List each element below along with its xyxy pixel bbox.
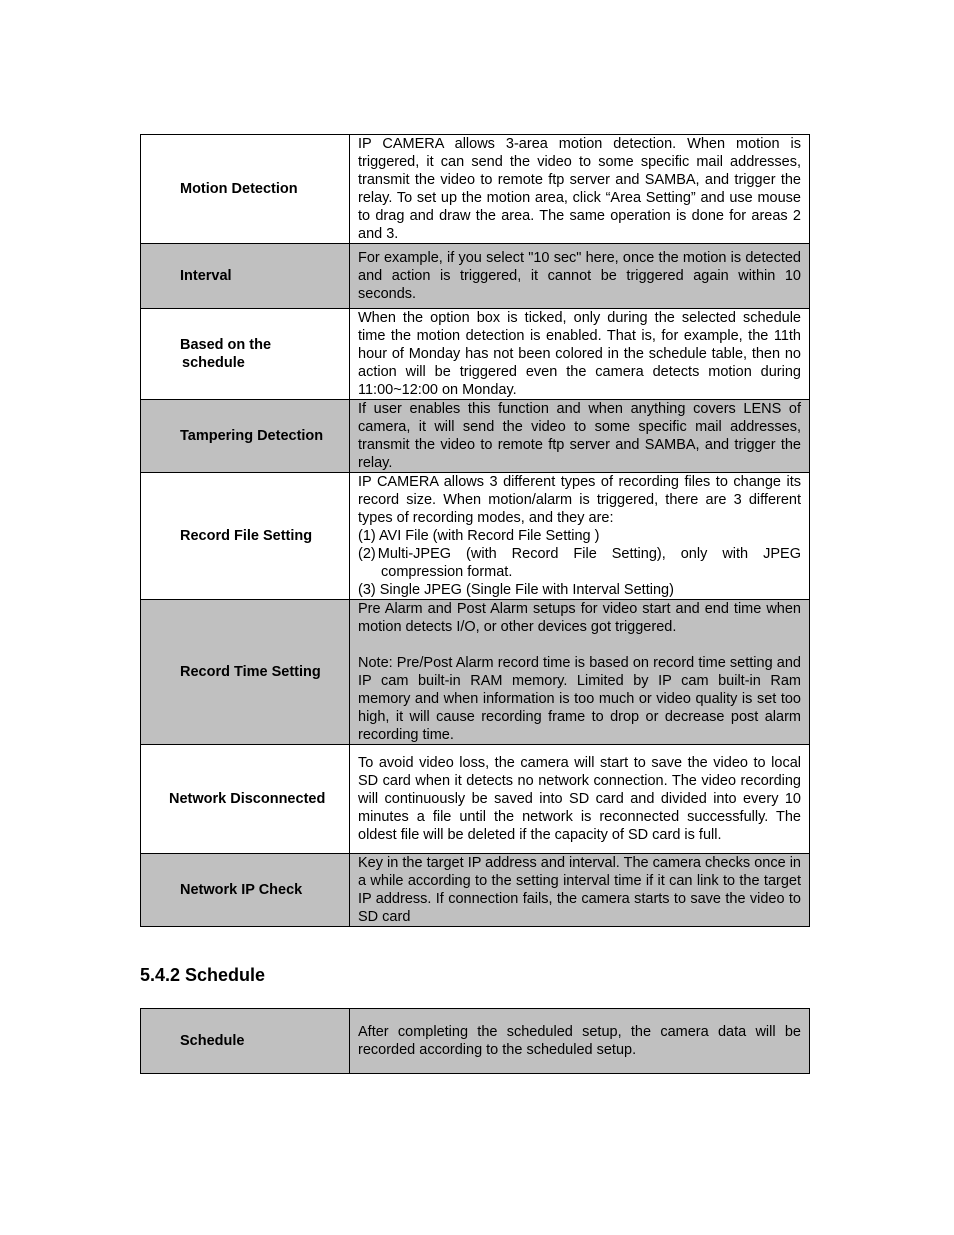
row-label: Record File Setting [141, 473, 350, 600]
table-row [141, 600, 810, 745]
description-paragraph: Pre Alarm and Post Alarm setups for video start and end time when motion detects I/O, or other devices got triggered. [358, 601, 801, 635]
row-description [350, 473, 810, 600]
table-row [141, 473, 810, 600]
table-row [141, 854, 810, 927]
table-row [141, 1009, 810, 1074]
settings-table [140, 134, 810, 927]
table-row [141, 400, 810, 473]
description-note: Note: Pre/Post Alarm record time is based on record time setting and IP cam built-in RAM memory. Limited by IP cam built-in Ram memory and when information is too much or video quality is set too high, it will cause recording frame to drop or decrease post alarm recording time. [358, 655, 801, 743]
description-intro: IP CAMERA allows 3 different types of recording files to change its record size. When motion/alarm is triggered, there are 3 different types of recording modes, and they are: [358, 474, 801, 526]
row-label: Interval [141, 244, 350, 309]
row-description: To avoid video loss, the camera will start to save the video to local SD card when it detects no network connection. The video recording will continuously be saved into SD card and divided into every 10 minutes a file until the network is reconnected successfully. The oldest file will be deleted if the capacity of SD card is full. [350, 745, 810, 854]
row-label: Motion Detection [141, 135, 350, 244]
row-label: Network IP Check [141, 854, 350, 927]
row-description: For example, if you select "10 sec" here, once the motion is detected and action is triggered, it cannot be triggered again within 10 seconds. [350, 244, 810, 309]
list-item: (3) Single JPEG (Single File with Interval Setting) [358, 582, 674, 598]
row-label: Tampering Detection [141, 400, 350, 473]
row-description: When the option box is ticked, only during the selected schedule time the motion detection is enabled. That is, for example, the 11th hour of Monday has not been colored in the schedule table, then no action will be triggered even the camera detects motion during 11:00~12:00 on Monday. [350, 309, 810, 400]
row-label: Record Time Setting [141, 600, 350, 745]
table-row [141, 135, 810, 244]
section-heading: 5.4.2 Schedule [140, 965, 266, 985]
table-row [141, 244, 810, 309]
list-item-number: (2) [358, 546, 376, 562]
row-description: If user enables this function and when anything covers LENS of camera, it will send the video to some specific mail addresses, transmit the video to remote ftp server and SAMBA, and trigger the relay. [350, 400, 810, 473]
row-description: IP CAMERA allows 3-area motion detection. When motion is triggered, it can send the video to some specific mail addresses, transmit the video to remote ftp server and SAMBA, and trigger the relay. To set up the motion area, click “Area Setting” and use mouse to drag and draw the area. The same operation is done for areas 2 and 3. [350, 135, 810, 244]
row-description: After completing the scheduled setup, the camera data will be recorded according to the scheduled setup. [350, 1009, 810, 1074]
paragraph-gap [358, 636, 801, 654]
list-item: (1) AVI File (with Record File Setting ) [358, 528, 600, 544]
row-label [141, 309, 350, 400]
row-label: Schedule [141, 1009, 350, 1074]
schedule-table [140, 1008, 810, 1074]
table-row [141, 309, 810, 400]
row-label-line: Based on the [180, 337, 272, 353]
list-item-continuation: compression format. [381, 564, 513, 580]
table-row [141, 745, 810, 854]
row-label-line: schedule [182, 355, 245, 371]
row-description [350, 600, 810, 745]
list-item [358, 545, 801, 563]
row-label: Network Disconnected [141, 745, 350, 854]
row-description: Key in the target IP address and interval. The camera checks once in a while according to the setting interval time if it can link to the target IP address. If connection fails, the camera starts to save the video to SD card [350, 854, 810, 927]
list-item-text: Multi-JPEG (with Record File Setting), only with JPEG [377, 546, 801, 562]
